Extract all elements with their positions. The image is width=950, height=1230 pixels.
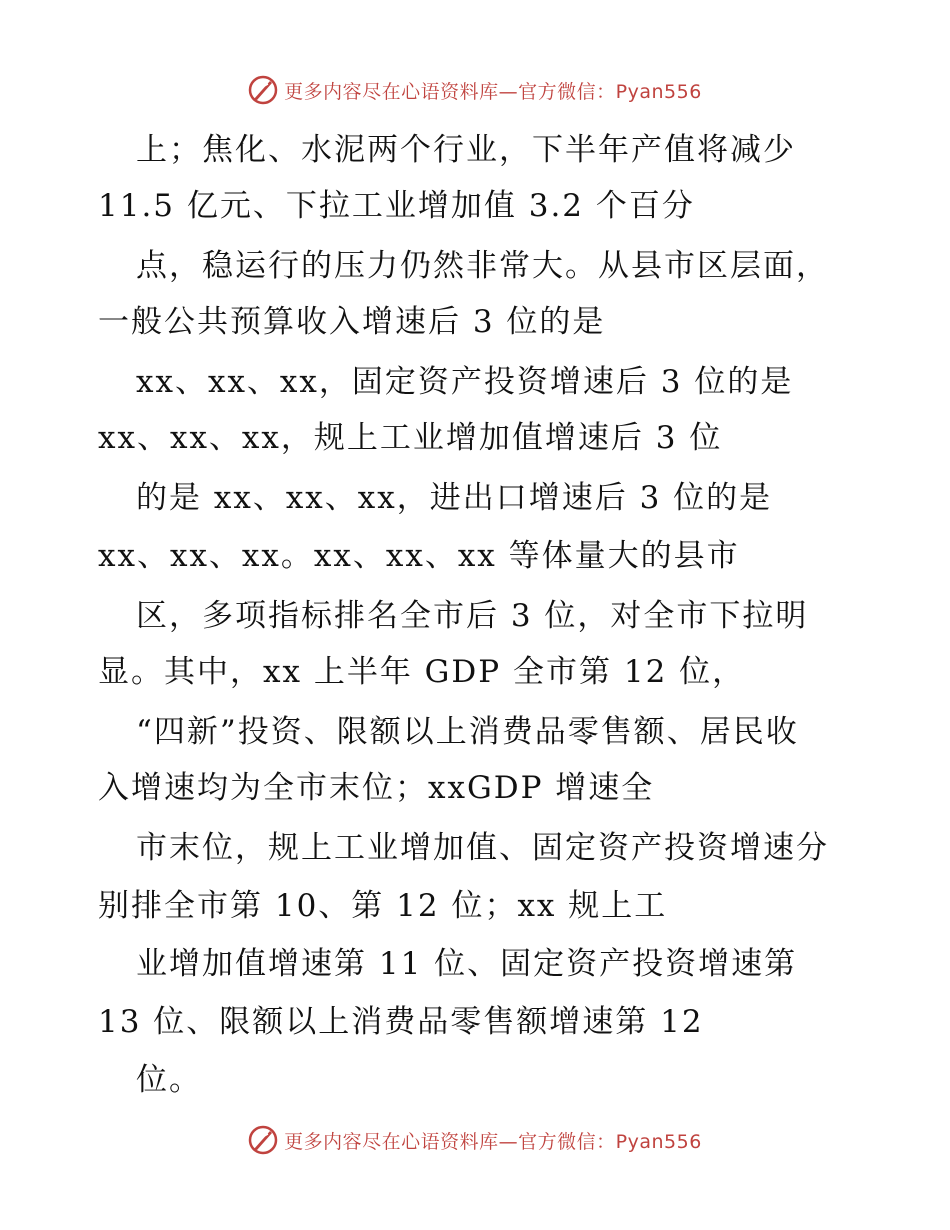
watermark-text: 更多内容尽在心语资料库—官方微信：Pyan556: [284, 80, 702, 103]
text-line: 显。其中，xx 上半年 GDP 全市第 12 位，: [98, 654, 746, 690]
text-line: 点，稳运行的压力仍然非常大。从县市区层面，: [136, 248, 829, 284]
text-line: 区，多项指标排名全市后 3 位，对全市下拉明: [136, 598, 809, 634]
header-watermark-banner: [0, 72, 950, 108]
footer-watermark-banner: [0, 1122, 950, 1158]
text-line: 别排全市第 10、第 12 位；xx 规上工: [98, 888, 668, 924]
text-line: 位。: [136, 1062, 202, 1098]
text-line: xx、xx、xx，固定资产投资增速后 3 位的是: [136, 364, 794, 400]
text-line: 上；焦化、水泥两个行业，下半年产值将减少: [136, 132, 796, 168]
feather-pen-logo-icon: [248, 75, 278, 105]
text-line: 的是 xx、xx、xx，进出口增速后 3 位的是: [136, 480, 773, 516]
text-line: xx、xx、xx，规上工业增加值增速后 3 位: [98, 420, 723, 456]
text-line: 一般公共预算收入增速后 3 位的是: [98, 304, 606, 340]
text-line: “四新”投资、限额以上消费品零售额、居民收: [136, 714, 799, 750]
text-line: 市末位，规上工业增加值、固定资产投资增速分: [136, 830, 829, 866]
watermark-text: 更多内容尽在心语资料库—官方微信：Pyan556: [284, 1130, 702, 1153]
text-line: 11.5 亿元、下拉工业增加值 3.2 个百分: [98, 188, 695, 224]
text-line: 业增加值增速第 11 位、固定资产投资增速第: [136, 946, 798, 982]
text-line: 入增速均为全市末位；xxGDP 增速全: [98, 770, 655, 806]
text-line: 13 位、限额以上消费品零售额增速第 12: [98, 1004, 704, 1040]
feather-pen-logo-icon: [248, 1125, 278, 1155]
text-line: xx、xx、xx。xx、xx、xx 等体量大的县市: [98, 538, 740, 574]
